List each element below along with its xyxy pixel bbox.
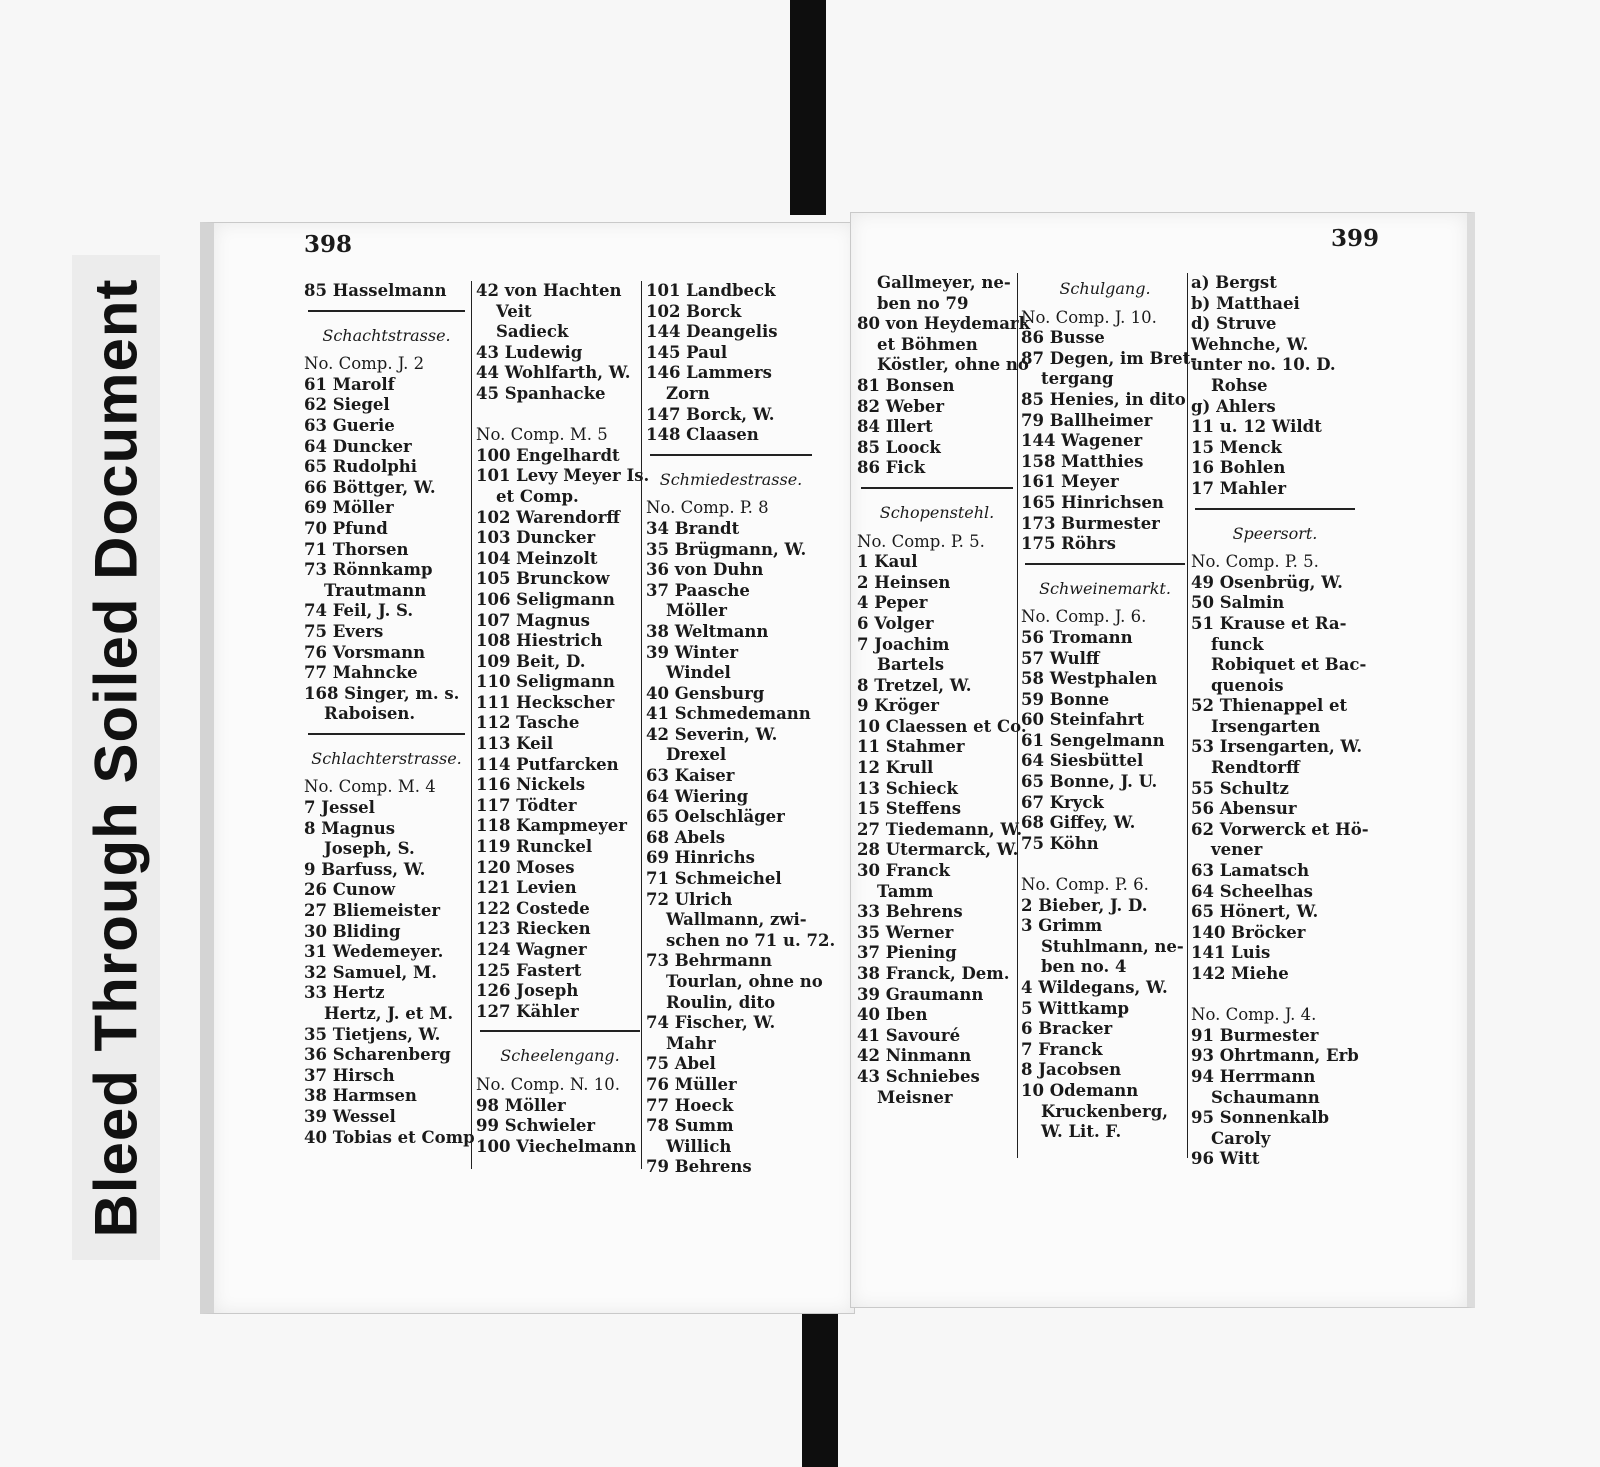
- directory-entry: 41 Schmedemann: [646, 704, 811, 724]
- directory-entry: 118 Kampmeyer: [476, 816, 627, 836]
- directory-entry: 59 Bonne: [1021, 689, 1110, 709]
- company-header: No. Comp. J. 10.: [1021, 307, 1157, 327]
- company-header: No. Comp. P. 6.: [1021, 875, 1149, 895]
- directory-entry: 141 Luis: [1191, 943, 1271, 963]
- right-column-1: [857, 273, 1031, 1108]
- directory-entry: 93 Ohrtmann, Erb: [1191, 1046, 1359, 1066]
- directory-entry: 64 Wiering: [646, 786, 749, 806]
- directory-entry: Mahr: [666, 1033, 716, 1053]
- directory-entry: 61 Marolf: [304, 374, 395, 394]
- directory-entry: 42 von Hachten: [476, 281, 622, 300]
- directory-entry: 75 Köhn: [1021, 833, 1099, 853]
- directory-entry: d) Struve: [1191, 314, 1277, 334]
- directory-entry: 68 Giffey, W.: [1021, 813, 1136, 833]
- directory-entry: Möller: [666, 601, 727, 621]
- directory-entry: 6 Volger: [857, 613, 934, 633]
- directory-entry: 38 Weltmann: [646, 621, 769, 641]
- directory-entry: 5 Wittkamp: [1021, 998, 1130, 1018]
- side-label-text: Bleed Through Soiled Document: [82, 277, 150, 1238]
- directory-entry: et Comp.: [496, 486, 579, 506]
- directory-entry: 30 Franck: [857, 861, 950, 881]
- section-rule: [480, 1030, 640, 1032]
- directory-entry: 55 Schultz: [1191, 778, 1289, 798]
- directory-entry: 146 Lammers: [646, 363, 772, 383]
- directory-entry: 9 Kröger: [857, 696, 939, 716]
- directory-entry: 101 Levy Meyer Is.: [476, 466, 650, 486]
- directory-entry: 13 Schieck: [857, 778, 958, 798]
- directory-entry: 142 Miehe: [1191, 964, 1289, 983]
- directory-entry: 98 Möller: [476, 1095, 566, 1115]
- directory-entry: 120 Moses: [476, 857, 575, 877]
- directory-entry: 65 Oelschläger: [646, 807, 785, 827]
- directory-entry: 40 Gensburg: [646, 683, 765, 703]
- directory-entry: 76 Müller: [646, 1074, 737, 1094]
- directory-entry: 40 Tobias et Comp: [304, 1127, 475, 1147]
- directory-entry: vener: [1211, 840, 1263, 860]
- directory-entry: 70 Pfund: [304, 518, 388, 538]
- directory-entry: Stuhlmann, ne-: [1041, 936, 1184, 956]
- column-divider: [1017, 273, 1018, 1158]
- directory-entry: 42 Ninmann: [857, 1046, 972, 1066]
- directory-entry: 78 Summ: [646, 1116, 734, 1136]
- directory-entry: 66 Böttger, W.: [304, 477, 436, 497]
- directory-entry: 73 Behrmann: [646, 951, 772, 971]
- directory-entry: 99 Schwieler: [476, 1116, 596, 1136]
- directory-entry: 85 Hasselmann: [304, 281, 447, 300]
- directory-entry: 15 Menck: [1191, 437, 1282, 457]
- directory-entry: 15 Steffens: [857, 799, 962, 819]
- side-label-panel: [72, 255, 160, 1260]
- directory-entry: 79 Ballheimer: [1021, 410, 1153, 430]
- directory-entry: 108 Hiestrich: [476, 631, 603, 651]
- directory-entry: 28 Utermarck, W.: [857, 840, 1019, 860]
- company-header: No. Comp. P. 5.: [1191, 552, 1319, 572]
- section-rule: [1025, 563, 1185, 565]
- directory-entry: 67 Kryck: [1021, 792, 1104, 812]
- street-heading: Schulgang.: [1059, 279, 1151, 298]
- left-page: [200, 222, 855, 1314]
- directory-entry: a) Bergst: [1191, 273, 1277, 292]
- left-column-2: [476, 281, 650, 1157]
- directory-entry: 96 Witt: [1191, 1149, 1260, 1169]
- company-header: No. Comp. N. 10.: [476, 1074, 620, 1094]
- directory-entry: schen no 71 u. 72.: [666, 930, 836, 950]
- directory-entry: Sadieck: [496, 322, 569, 342]
- company-header: No. Comp. J. 2: [304, 354, 425, 374]
- directory-entry: 94 Herrmann: [1191, 1066, 1316, 1086]
- directory-entry: 7 Joachim: [857, 634, 950, 654]
- directory-entry: 12 Krull: [857, 758, 934, 778]
- directory-entry: 72 Ulrich: [646, 889, 733, 909]
- directory-entry: Bartels: [877, 655, 945, 675]
- directory-entry: 69 Hinrichs: [646, 848, 755, 868]
- spacer: [1191, 985, 1359, 1006]
- right-column-2: [1021, 273, 1198, 1143]
- directory-entry: ben no. 4: [1041, 957, 1127, 977]
- directory-entry: 109 Beit, D.: [476, 651, 586, 671]
- directory-entry: 68 Abels: [646, 827, 726, 847]
- directory-entry: Hertz, J. et M.: [324, 1004, 454, 1023]
- directory-entry: 77 Mahncke: [304, 663, 418, 683]
- directory-entry: 36 von Duhn: [646, 560, 764, 580]
- directory-entry: 82 Weber: [857, 396, 945, 416]
- directory-entry: 27 Bliemeister: [304, 901, 441, 921]
- directory-entry: 73 Rönnkamp: [304, 560, 433, 580]
- directory-entry: 53 Irsengarten, W.: [1191, 737, 1363, 757]
- directory-entry: 69 Möller: [304, 498, 394, 518]
- left-column-3: [646, 281, 836, 1178]
- binding-tape-top: [790, 0, 826, 215]
- directory-entry: 27 Tiedemann, W.: [857, 819, 1023, 839]
- directory-entry: 165 Hinrichsen: [1021, 492, 1164, 512]
- directory-entry: 16 Bohlen: [1191, 458, 1286, 478]
- directory-entry: funck: [1211, 634, 1264, 654]
- directory-entry: 2 Bieber, J. D.: [1021, 895, 1148, 915]
- directory-entry: 52 Thienappel et: [1191, 696, 1348, 716]
- directory-entry: 57 Wulff: [1021, 648, 1100, 668]
- directory-entry: 33 Behrens: [857, 902, 963, 922]
- directory-entry: 8 Magnus: [304, 818, 395, 838]
- directory-entry: 145 Paul: [646, 342, 728, 362]
- directory-entry: 49 Osenbrüg, W.: [1191, 572, 1343, 592]
- directory-entry: 75 Abel: [646, 1054, 716, 1074]
- directory-entry: Zorn: [666, 383, 710, 403]
- directory-entry: Rohse: [1211, 375, 1268, 395]
- directory-entry: 11 u. 12 Wildt: [1191, 417, 1322, 437]
- directory-entry: 39 Wessel: [304, 1106, 396, 1126]
- directory-entry: Rendtorff: [1211, 758, 1300, 778]
- directory-entry: 140 Bröcker: [1191, 922, 1306, 942]
- spacer: [476, 405, 644, 426]
- directory-entry: 148 Claasen: [646, 425, 759, 445]
- directory-entry: 41 Savouré: [857, 1025, 961, 1045]
- directory-entry: 32 Samuel, M.: [304, 962, 438, 982]
- directory-entry: 86 Fick: [857, 458, 926, 478]
- directory-entry: 62 Siegel: [304, 395, 390, 415]
- directory-entry: 158 Matthies: [1021, 451, 1144, 471]
- company-header: No. Comp. J. 6.: [1021, 607, 1147, 627]
- directory-entry: 71 Schmeichel: [646, 869, 782, 889]
- directory-entry: 126 Joseph: [476, 981, 579, 1001]
- directory-entry: 11 Stahmer: [857, 737, 965, 757]
- directory-entry: 9 Barfuss, W.: [304, 859, 426, 879]
- directory-entry: 114 Putfarcken: [476, 754, 619, 774]
- directory-entry: 147 Borck, W.: [646, 404, 775, 424]
- directory-entry: 64 Duncker: [304, 436, 412, 456]
- directory-entry: 4 Peper: [857, 593, 928, 613]
- directory-entry: 65 Rudolphi: [304, 457, 418, 477]
- directory-entry: unter no. 10. D.: [1191, 355, 1336, 375]
- section-rule: [308, 733, 465, 735]
- street-heading: Schachtstrasse.: [322, 325, 451, 345]
- directory-entry: 91 Burmester: [1191, 1025, 1319, 1045]
- directory-entry: Wallmann, zwi-: [666, 910, 807, 930]
- directory-entry: 121 Levien: [476, 878, 577, 898]
- directory-entry: 39 Graumann: [857, 984, 984, 1004]
- page-number-right: 399: [1331, 225, 1380, 252]
- column-divider: [641, 281, 642, 1169]
- directory-entry: 31 Wedemeyer.: [304, 942, 444, 962]
- section-rule: [308, 310, 465, 312]
- right-page: [850, 212, 1475, 1308]
- directory-entry: 1 Kaul: [857, 552, 918, 572]
- directory-entry: 100 Viechelmann: [476, 1136, 637, 1156]
- directory-entry: Drexel: [666, 745, 727, 765]
- directory-entry: et Böhmen: [877, 334, 978, 354]
- directory-entry: 161 Meyer: [1021, 472, 1119, 492]
- directory-entry: 36 Scharenberg: [304, 1045, 451, 1065]
- directory-entry: 26 Cunow: [304, 880, 396, 900]
- directory-entry: b) Matthaei: [1191, 293, 1300, 313]
- directory-entry: Roulin, dito: [666, 992, 776, 1012]
- directory-entry: 38 Harmsen: [304, 1086, 417, 1106]
- street-heading: Schmiedestrasse.: [659, 469, 803, 489]
- directory-entry: 3 Grimm: [1021, 916, 1103, 936]
- section-rule: [861, 487, 1013, 489]
- directory-entry: 103 Duncker: [476, 528, 596, 548]
- left-column-1: [304, 281, 475, 1148]
- directory-entry: 8 Tretzel, W.: [857, 675, 972, 695]
- directory-entry: 58 Westphalen: [1021, 669, 1158, 689]
- directory-entry: 77 Hoeck: [646, 1095, 734, 1115]
- directory-entry: 43 Schniebes: [857, 1066, 980, 1086]
- directory-entry: 123 Riecken: [476, 919, 591, 939]
- directory-entry: Schaumann: [1211, 1087, 1320, 1107]
- directory-entry: 144 Wagener: [1021, 431, 1143, 451]
- directory-entry: 40 Iben: [857, 1005, 928, 1025]
- directory-entry: 35 Tietjens, W.: [304, 1024, 441, 1044]
- directory-entry: 7 Franck: [1021, 1039, 1103, 1059]
- directory-entry: 42 Severin, W.: [646, 724, 778, 744]
- directory-entry: Caroly: [1211, 1128, 1271, 1148]
- directory-entry: 85 Loock: [857, 437, 941, 457]
- directory-entry: Willich: [666, 1136, 732, 1156]
- column-divider: [1187, 273, 1188, 1158]
- directory-entry: 106 Seligmann: [476, 589, 615, 609]
- directory-entry: 79 Behrens: [646, 1157, 752, 1177]
- directory-entry: 63 Kaiser: [646, 766, 735, 786]
- directory-entry: 85 Henies, in dito: [1021, 389, 1186, 409]
- binding-tape-bottom: [802, 1290, 838, 1467]
- directory-entry: ben no 79: [877, 293, 969, 313]
- street-heading: Schlachterstrasse.: [311, 748, 462, 768]
- directory-entry: 110 Seligmann: [476, 672, 615, 692]
- directory-entry: 74 Fischer, W.: [646, 1013, 776, 1033]
- directory-entry: 100 Engelhardt: [476, 445, 620, 465]
- directory-entry: 81 Bonsen: [857, 375, 955, 395]
- directory-entry: Joseph, S.: [324, 839, 415, 859]
- directory-entry: 119 Runckel: [476, 837, 593, 857]
- directory-entry: 4 Wildegans, W.: [1021, 978, 1168, 997]
- directory-entry: 111 Heckscher: [476, 692, 615, 712]
- directory-entry: 39 Winter: [646, 642, 739, 662]
- directory-entry: Robiquet et Bac-: [1211, 655, 1367, 675]
- street-heading: Schweinemarkt.: [1039, 578, 1171, 598]
- directory-entry: 87 Degen, im Bret-: [1021, 348, 1198, 368]
- directory-entry: 6 Bracker: [1021, 1019, 1113, 1039]
- directory-entry: 112 Tasche: [476, 713, 580, 733]
- directory-entry: tergang: [1041, 369, 1114, 389]
- directory-entry: 95 Sonnenkalb: [1191, 1108, 1330, 1128]
- directory-entry: 7 Jessel: [304, 798, 375, 818]
- company-header: No. Comp. M. 4: [304, 777, 436, 797]
- directory-entry: 35 Werner: [857, 922, 954, 942]
- directory-entry: Wehnche, W.: [1191, 334, 1309, 354]
- directory-entry: 86 Busse: [1021, 328, 1105, 348]
- directory-entry: 105 Brunckow: [476, 569, 610, 589]
- directory-entry: 2 Heinsen: [857, 572, 951, 592]
- directory-entry: 30 Bliding: [304, 921, 401, 941]
- directory-entry: 37 Piening: [857, 943, 957, 963]
- directory-entry: 101 Landbeck: [646, 281, 776, 300]
- directory-entry: 175 Röhrs: [1021, 534, 1116, 554]
- directory-entry: 64 Siesbüttel: [1021, 751, 1144, 771]
- directory-entry: 38 Franck, Dem.: [857, 964, 1010, 983]
- directory-entry: Trautmann: [324, 580, 427, 600]
- company-header: No. Comp. P. 8: [646, 498, 769, 518]
- column-divider: [471, 281, 472, 1169]
- directory-entry: 173 Burmester: [1021, 513, 1160, 533]
- street-heading: Schopenstehl.: [879, 502, 995, 522]
- directory-entry: 125 Fastert: [476, 960, 582, 980]
- directory-entry: 116 Nickels: [476, 775, 586, 795]
- directory-entry: g) Ahlers: [1191, 396, 1276, 416]
- spacer: [1021, 854, 1189, 875]
- directory-entry: 124 Wagner: [476, 940, 587, 959]
- directory-entry: 17 Mahler: [1191, 478, 1287, 498]
- directory-entry: 102 Borck: [646, 301, 742, 321]
- directory-entry: 64 Scheelhas: [1191, 881, 1313, 901]
- directory-entry: 75 Evers: [304, 621, 384, 641]
- directory-entry: Tourlan, ohne no: [666, 972, 823, 991]
- directory-entry: 62 Vorwerck et Hö-: [1191, 819, 1369, 839]
- directory-entry: Kruckenberg,: [1041, 1101, 1169, 1121]
- directory-entry: 63 Guerie: [304, 415, 395, 435]
- directory-entry: 10 Odemann: [1021, 1080, 1139, 1100]
- company-header: No. Comp. M. 5: [476, 425, 608, 445]
- directory-entry: 56 Abensur: [1191, 799, 1297, 819]
- street-heading: Speersort.: [1232, 523, 1318, 543]
- directory-entry: 65 Bonne, J. U.: [1021, 772, 1158, 792]
- directory-entry: 84 Illert: [857, 417, 933, 437]
- right-column-3: [1191, 273, 1369, 1170]
- directory-entry: quenois: [1211, 675, 1284, 695]
- directory-entry: 45 Spanhacke: [476, 383, 606, 403]
- page-number-left: 398: [304, 231, 353, 258]
- section-rule: [1195, 508, 1355, 510]
- directory-entry: 74 Feil, J. S.: [304, 601, 414, 621]
- directory-entry: Tamm: [877, 881, 934, 901]
- directory-entry: 102 Warendorff: [476, 507, 620, 527]
- directory-entry: 33 Hertz: [304, 983, 385, 1003]
- directory-entry: Raboisen.: [324, 704, 416, 724]
- directory-entry: Köstler, ohne no: [877, 355, 1029, 375]
- directory-entry: 60 Steinfahrt: [1021, 710, 1145, 730]
- directory-entry: 127 Kähler: [476, 1001, 579, 1021]
- directory-entry: 76 Vorsmann: [304, 642, 426, 662]
- directory-entry: 107 Magnus: [476, 610, 590, 630]
- directory-entry: 144 Deangelis: [646, 322, 778, 342]
- directory-entry: 50 Salmin: [1191, 593, 1285, 613]
- directory-entry: Gallmeyer, ne-: [877, 273, 1011, 292]
- directory-entry: 37 Hirsch: [304, 1065, 395, 1085]
- directory-entry: Windel: [666, 663, 731, 683]
- directory-entry: 168 Singer, m. s.: [304, 683, 460, 703]
- street-heading: Scheelengang.: [500, 1046, 620, 1066]
- directory-entry: 10 Claessen et Co.: [857, 716, 1027, 736]
- directory-entry: 51 Krause et Ra-: [1191, 613, 1347, 633]
- directory-entry: Meisner: [877, 1087, 953, 1107]
- company-header: No. Comp. P. 5.: [857, 531, 985, 551]
- directory-entry: W. Lit. F.: [1041, 1122, 1122, 1142]
- directory-entry: 71 Thorsen: [304, 539, 409, 559]
- directory-entry: 65 Hönert, W.: [1191, 902, 1319, 922]
- directory-entry: Irsengarten: [1211, 716, 1321, 736]
- directory-entry: 44 Wohlfarth, W.: [476, 363, 631, 383]
- directory-entry: 63 Lamatsch: [1191, 861, 1310, 881]
- directory-entry: 43 Ludewig: [476, 342, 583, 362]
- directory-entry: 34 Brandt: [646, 518, 740, 538]
- directory-entry: 113 Keil: [476, 734, 554, 754]
- directory-entry: 56 Tromann: [1021, 627, 1133, 647]
- directory-entry: 80 von Heydemark: [857, 314, 1031, 334]
- directory-entry: 61 Sengelmann: [1021, 730, 1165, 750]
- company-header: No. Comp. J. 4.: [1191, 1005, 1317, 1025]
- directory-entry: 117 Tödter: [476, 795, 577, 815]
- section-rule: [650, 454, 812, 456]
- directory-entry: 122 Costede: [476, 898, 590, 918]
- directory-entry: 104 Meinzolt: [476, 548, 598, 568]
- directory-entry: 35 Brügmann, W.: [646, 539, 807, 559]
- directory-entry: 8 Jacobsen: [1021, 1060, 1122, 1080]
- directory-entry: 37 Paasche: [646, 580, 750, 600]
- directory-entry: Veit: [496, 301, 532, 321]
